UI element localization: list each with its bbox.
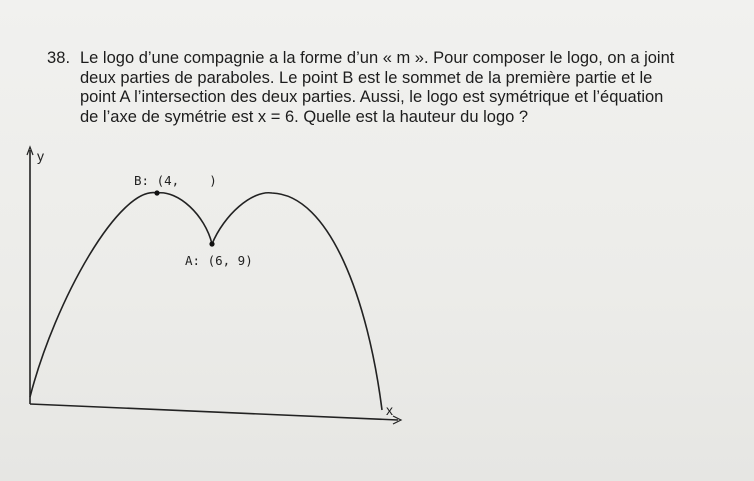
- point-a-label: A: (6, 9): [185, 253, 253, 268]
- x-axis-label: x: [386, 402, 393, 418]
- y-axis-label: y: [37, 148, 44, 164]
- question-line-4: de l’axe de symétrie est x = 6. Quelle est la hauteur du logo ?: [80, 107, 529, 126]
- point-b: [154, 190, 159, 195]
- question-line-1: Le logo d’une compagnie a la forme d’un « m ». Pour composer le logo, on a joint: [80, 49, 675, 67]
- point-b-label: B: (4, ): [134, 173, 217, 188]
- point-a: [209, 241, 214, 246]
- question-line-2: deux parties de paraboles. Le point B est le sommet de la première partie et le: [80, 68, 653, 87]
- x-axis: [30, 404, 398, 420]
- question-line-3: point A l’intersection des deux parties. Aussi, le logo est symétrique et l’équation: [80, 88, 664, 107]
- logo-curve: [30, 193, 382, 410]
- question-number: 38.: [47, 49, 71, 67]
